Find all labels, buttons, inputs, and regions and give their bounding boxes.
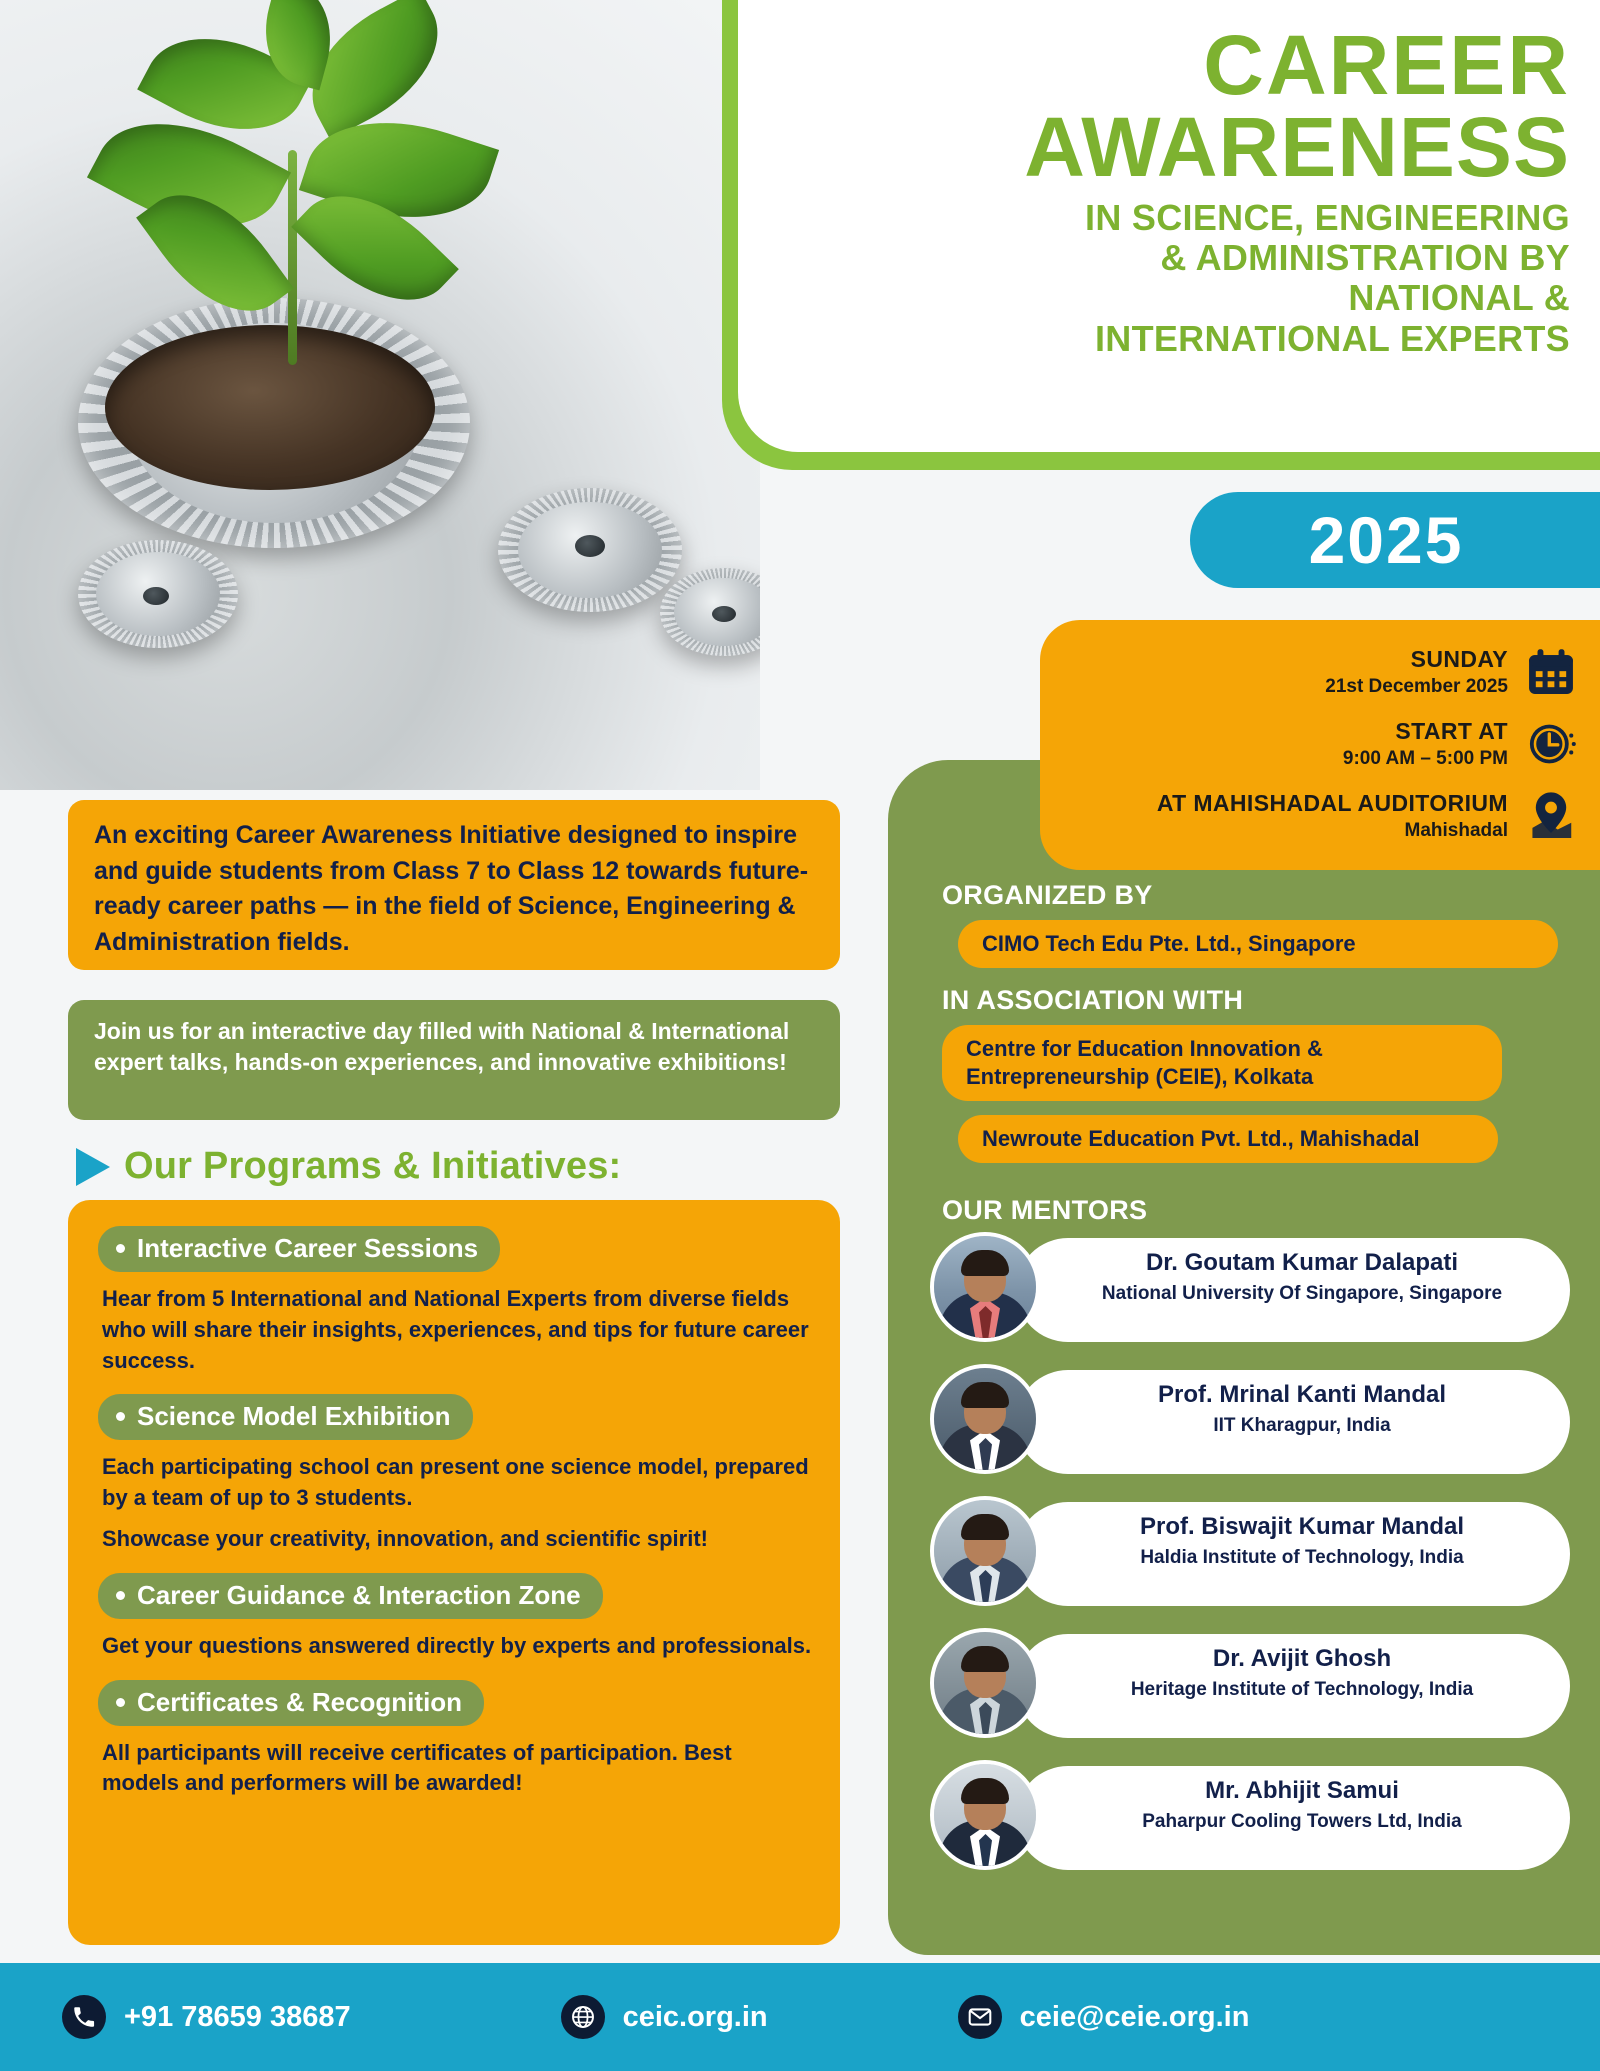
mentor-name: Prof. Mrinal Kanti Mandal [1157,1381,1447,1408]
page-title-line2: AWARENESS [1024,99,1570,194]
gear-hub [575,535,605,557]
program-body-3: Get your questions answered directly by experts and professionals. [102,1632,812,1658]
event-time-label: START AT [1395,718,1508,744]
mentor-name: Dr. Goutam Kumar Dalapati [1145,1249,1459,1276]
mentor-name: Prof. Biswajit Kumar Mandal [1139,1513,1465,1540]
bullet-dot-icon [116,1244,125,1253]
program-body-2a: Each participating school can present one science model, prepared by a team of up to 3 students. [102,1454,809,1511]
event-time-value: 9:00 AM – 5:00 PM [1342,748,1508,769]
year-label: 2025 [1308,503,1464,577]
event-info-date [1066,636,1578,708]
event-info-venue [1066,780,1578,852]
location-pin-icon [1524,789,1578,843]
organizer-pill: CIMO Tech Edu Pte. Ltd., Singapore [958,920,1558,968]
avatar [930,1232,1040,1342]
globe-icon [561,1995,605,2039]
program-title-label: Certificates & Recognition [137,1686,463,1717]
mentor-card-4 [930,1628,1570,1746]
event-date-day: SUNDAY [1410,646,1508,672]
program-title-label: Career Guidance & Interaction Zone [137,1579,581,1610]
footer-website-label: ceic.org.in [622,2000,768,2033]
mentor-affiliation: IIT Kharagpur, India [1213,1415,1391,1437]
title-panel [738,0,1600,452]
footer-email-label: ceie@ceie.org.in [1019,2000,1250,2033]
subtitle-line-1: IN SCIENCE, ENGINEERING [1085,196,1570,238]
program-title-3 [98,1573,603,1619]
mentor-card-3 [930,1496,1570,1614]
mentor-card-1 [930,1232,1570,1350]
hero-image-seedling-gears [0,0,760,790]
association-label: IN ASSOCIATION WITH [942,985,1244,1015]
footer-website[interactable] [561,1995,768,2039]
mentor-name: Mr. Abhijit Samui [1205,1777,1399,1804]
footer-phone-label: +91 78659 38687 [124,2000,351,2033]
mentor-card-5 [930,1760,1570,1878]
event-venue-value: Mahishadal [1404,820,1508,841]
program-title-label: Science Model Exhibition [137,1401,451,1432]
subtitle-line-4: INTERNATIONAL EXPERTS [1094,317,1570,359]
envelope-icon [958,1995,1002,2039]
program-body-1: Hear from 5 International and National Experts from diverse fields who will share their insights, experiences, and tips for future career success. [102,1286,809,1373]
programs-heading [76,1145,776,1188]
page-title-line1: CAREER [1203,18,1570,112]
gear-hub [143,587,169,605]
gear-tiny-icon [660,568,760,656]
subtitle-line-2: & ADMINISTRATION BY [1160,236,1570,278]
footer-email[interactable] [958,1995,1250,2039]
avatar [930,1496,1040,1606]
play-triangle-icon [76,1148,110,1186]
clock-icon [1524,717,1578,771]
bullet-dot-icon [116,1412,125,1421]
program-body-2b: Showcase your creativity, innovation, and scientific spirit! [102,1525,708,1551]
program-title-4 [98,1680,484,1726]
mentor-affiliation: Heritage Institute of Technology, India [1130,1679,1474,1701]
avatar [930,1364,1040,1474]
partner-pill-2: Newroute Education Pvt. Ltd., Mahishadal [958,1115,1498,1163]
bullet-dot-icon [116,1591,125,1600]
event-venue-label: AT MAHISHADAL AUDITORIUM [1156,790,1508,816]
programs-heading-label: Our Programs & Initiatives: [124,1145,622,1187]
partner-pill-1: Centre for Education Innovation & Entrepreneurship (CEIE), Kolkata [942,1025,1502,1101]
mentor-affiliation: Paharpur Cooling Towers Ltd, India [1142,1811,1462,1833]
program-title-2 [98,1394,473,1440]
avatar [930,1760,1040,1870]
gear-hub [712,606,736,622]
subtitle-line-3: NATIONAL & [1348,277,1570,319]
event-info-time [1066,708,1578,780]
page-subtitle [764,198,1570,359]
event-date-value: 21st December 2025 [1325,676,1508,697]
mentor-affiliation: Haldia Institute of Technology, India [1140,1547,1464,1569]
program-title-label: Interactive Career Sessions [137,1233,479,1263]
avatar [930,1628,1040,1738]
mentor-name: Dr. Avijit Ghosh [1212,1645,1392,1672]
footer-bar [0,1963,1600,2071]
soil-mound [105,325,435,490]
intro-green-text: Join us for an interactive day filled with National & International expert talks, hands-on experiences, and innovative exhibitions! [68,1000,840,1120]
footer-phone[interactable] [62,1995,351,2039]
phone-icon [62,1995,106,2039]
plant-stem [288,150,297,365]
intro-orange-text: An exciting Career Awareness Initiative designed to inspire and guide students from Class 7 to Class 12 towards future-ready career paths — in the field of Science, Engineering & Administration fields. [68,800,840,970]
year-badge [1190,492,1600,588]
program-body-4: All participants will receive certificates of participation. Best models and performers will be awarded! [102,1739,732,1796]
mentor-card-2 [930,1364,1570,1482]
organized-by-label: ORGANIZED BY [942,880,1153,910]
program-title-1 [98,1226,500,1272]
mentors-label: OUR MENTORS [942,1195,1148,1225]
bullet-dot-icon [116,1698,125,1707]
mentor-affiliation: National University Of Singapore, Singapore [1101,1283,1503,1305]
programs-card [68,1200,840,1945]
calendar-icon [1524,645,1578,699]
event-info-card [1040,620,1600,870]
